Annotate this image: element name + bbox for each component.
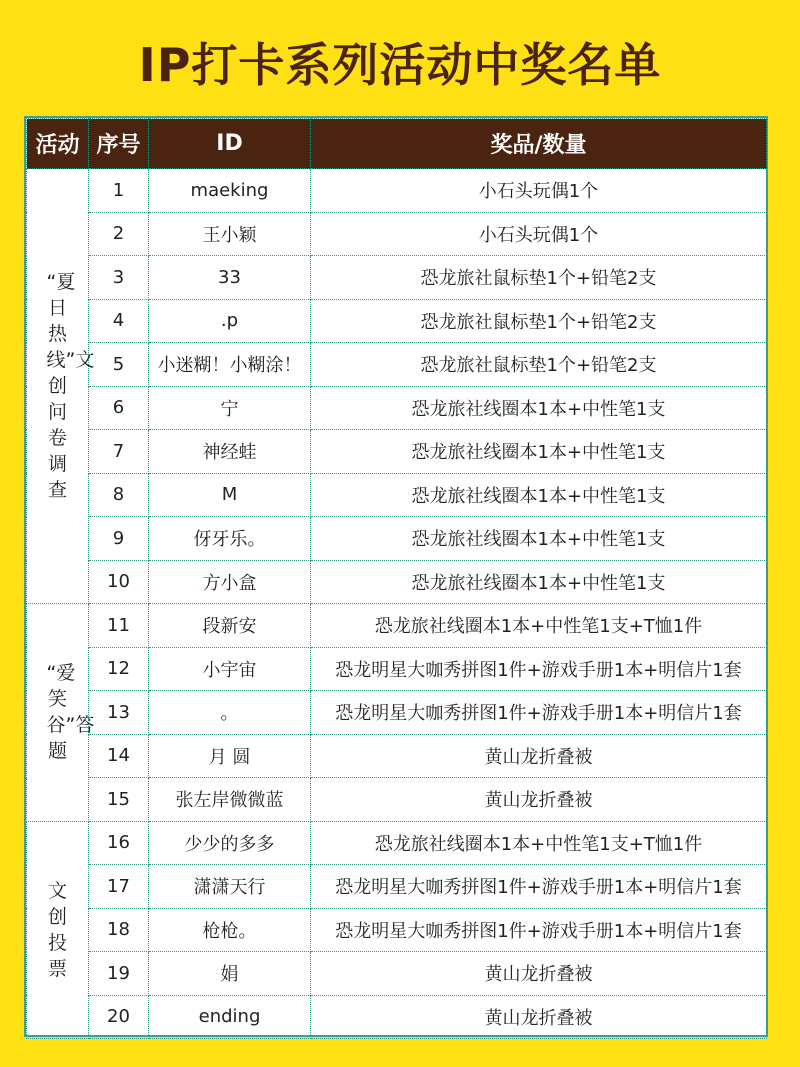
table-header-row [27,119,767,169]
activity-name: 文创投票 [47,879,67,980]
table-row [27,517,767,561]
seq-cell: 6 [89,386,149,430]
seq-cell: 3 [89,256,149,300]
seq-cell: 17 [89,865,149,909]
activity-cell [27,604,95,822]
id-cell: 娟 [149,952,311,996]
id-cell: 神经蛙 [149,430,311,474]
table-row [27,952,767,996]
prize-cell: 恐龙旅社线圈本1本+中性笔1支 [311,386,767,430]
table-row [27,778,767,822]
seq-cell: 11 [89,604,149,648]
prize-cell: 恐龙明星大咖秀拼图1件+游戏手册1本+明信片1套 [311,691,767,735]
table-row [27,995,767,1039]
id-cell: 王小颖 [149,212,311,256]
prize-cell: 黄山龙折叠被 [311,995,767,1039]
table-row [27,212,767,256]
table-row [27,256,767,300]
prize-cell: 小石头玩偶1个 [311,212,767,256]
winners-table [26,118,767,1039]
table-row [27,343,767,387]
id-cell: 。 [149,691,311,735]
table-row [27,430,767,474]
id-cell: 张左岸微微蓝 [149,778,311,822]
seq-cell: 12 [89,647,149,691]
table-row [27,299,767,343]
seq-cell: 19 [89,952,149,996]
seq-cell: 7 [89,430,149,474]
id-cell: ending [149,995,311,1039]
id-cell: 小迷糊！小糊涂！ [149,343,311,387]
table-row [27,473,767,517]
seq-cell: 8 [89,473,149,517]
table-row [27,604,767,648]
header-seq: 序号 [89,119,149,169]
prize-cell: 恐龙旅社线圈本1本+中性笔1支 [311,517,767,561]
prize-cell: 黄山龙折叠被 [311,734,767,778]
prize-cell: 恐龙旅社鼠标垫1个+铅笔2支 [311,256,767,300]
prize-cell: 恐龙旅社线圈本1本+中性笔1支+T恤1件 [311,821,767,865]
activity-cell [27,169,95,604]
table-row [27,386,767,430]
table-row [27,647,767,691]
id-cell: 伢牙乐。 [149,517,311,561]
id-cell: 方小盒 [149,560,311,604]
activity-cell [27,821,89,1039]
id-cell: 宁 [149,386,311,430]
table-row [27,169,767,213]
prize-cell: 恐龙旅社线圈本1本+中性笔1支 [311,473,767,517]
prize-cell: 黄山龙折叠被 [311,952,767,996]
seq-cell: 1 [89,169,149,213]
activity-name: “夏日热线”文创问卷调查 [46,271,95,501]
seq-cell: 4 [89,299,149,343]
prize-cell: 黄山龙折叠被 [311,778,767,822]
prize-cell: 恐龙旅社线圈本1本+中性笔1支 [311,430,767,474]
seq-cell: 9 [89,517,149,561]
prize-cell: 恐龙明星大咖秀拼图1件+游戏手册1本+明信片1套 [311,865,767,909]
table-row [27,560,767,604]
seq-cell: 2 [89,212,149,256]
id-cell: 小宇宙 [149,647,311,691]
id-cell: 少少的多多 [149,821,311,865]
table-row [27,734,767,778]
seq-cell: 20 [89,995,149,1039]
prize-cell: 恐龙明星大咖秀拼图1件+游戏手册1本+明信片1套 [311,647,767,691]
header-prize: 奖品/数量 [311,119,767,169]
seq-cell: 5 [89,343,149,387]
header-activity: 活动 [27,119,89,169]
prize-cell: 恐龙旅社线圈本1本+中性笔1支+T恤1件 [311,604,767,648]
winners-table-panel [24,116,768,1037]
id-cell: 潇潇天行 [149,865,311,909]
seq-cell: 15 [89,778,149,822]
prize-cell: 恐龙明星大咖秀拼图1件+游戏手册1本+明信片1套 [311,908,767,952]
seq-cell: 14 [89,734,149,778]
id-cell: M [149,473,311,517]
page-title: IP打卡系列活动中奖名单 [138,38,662,92]
prize-cell: 恐龙旅社线圈本1本+中性笔1支 [311,560,767,604]
header-id: ID [149,119,311,169]
seq-cell: 13 [89,691,149,735]
prize-cell: 小石头玩偶1个 [311,169,767,213]
seq-cell: 16 [89,821,149,865]
table-body [27,169,767,1039]
table-row [27,821,767,865]
id-cell: maeking [149,169,311,213]
id-cell: 月 圆 [149,734,311,778]
table-row [27,691,767,735]
table-row [27,865,767,909]
id-cell: 33 [149,256,311,300]
id-cell: 段新安 [149,604,311,648]
prize-cell: 恐龙旅社鼠标垫1个+铅笔2支 [311,343,767,387]
id-cell: .p [149,299,311,343]
prize-cell: 恐龙旅社鼠标垫1个+铅笔2支 [311,299,767,343]
id-cell: 枪枪。 [149,908,311,952]
seq-cell: 18 [89,908,149,952]
table-row [27,908,767,952]
activity-name: “爱笑谷”答题 [46,662,95,763]
seq-cell: 10 [89,560,149,604]
